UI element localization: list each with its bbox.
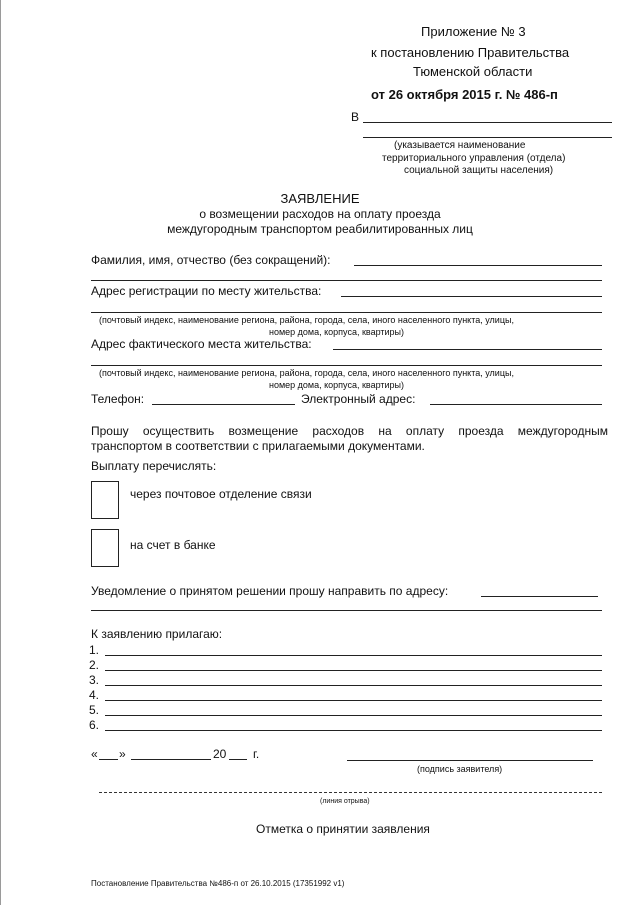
attachments-label: К заявлению прилагаю:	[91, 627, 223, 641]
addressee-line-2[interactable]	[363, 137, 612, 138]
address-hint-2-line-1: (почтовый индекс, наименование региона, района, города, села, иного населенного пункта, улицы,	[99, 368, 514, 378]
payment-bank-label: на счет в банке	[130, 538, 216, 552]
fio-input-line-2[interactable]	[91, 280, 602, 281]
attachment-number: 1.	[89, 643, 100, 657]
addressee-hint-3: социальной защиты населения)	[404, 165, 554, 176]
notification-input-line-2[interactable]	[91, 610, 602, 611]
fio-input-line-1[interactable]	[354, 265, 602, 266]
attachment-number: 4.	[89, 688, 100, 702]
document-subtitle-2: междугородным транспортом реабилитированных лиц	[167, 222, 473, 236]
page-left-edge	[0, 0, 1, 905]
receipt-title: Отметка о принятии заявления	[256, 822, 430, 836]
signature-line[interactable]	[347, 760, 593, 761]
attachment-number: 3.	[89, 673, 100, 687]
actual-address-input-line-1[interactable]	[333, 349, 602, 350]
document-title: ЗАЯВЛЕНИЕ	[280, 191, 360, 206]
appendix-number: Приложение № 3	[421, 24, 526, 39]
attachment-number: 6.	[89, 718, 100, 732]
payment-label: Выплату перечислять:	[91, 459, 217, 473]
date-month-line[interactable]	[131, 759, 211, 760]
request-text-line-2: транспортом в соответствии с прилагаемыми документами.	[91, 439, 425, 453]
date-day-line[interactable]	[99, 759, 118, 760]
reg-address-input-line-2[interactable]	[91, 312, 602, 313]
date-year-prefix: 20	[213, 747, 227, 761]
addressee-hint-2: территориального управления (отдела)	[382, 153, 566, 164]
payment-bank-checkbox[interactable]	[91, 529, 119, 567]
attachment-number: 2.	[89, 658, 100, 672]
attachment-input-line[interactable]	[105, 685, 602, 686]
addressee-hint-1: (указывается наименование	[394, 140, 526, 151]
notification-label: Уведомление о принятом решении прошу направить по адресу:	[91, 584, 449, 598]
attachment-input-line[interactable]	[105, 715, 602, 716]
notification-input-line-1[interactable]	[481, 596, 598, 597]
date-close-quote: »	[119, 747, 126, 761]
document-subtitle-1: о возмещении расходов на оплату проезда	[199, 207, 441, 221]
date-open-quote: «	[91, 747, 98, 761]
attachment-input-line[interactable]	[105, 670, 602, 671]
date-year-suffix: г.	[253, 747, 260, 761]
region-name: Тюменской области	[413, 64, 533, 79]
attachment-input-line[interactable]	[105, 700, 602, 701]
fio-label: Фамилия, имя, отчество (без сокращений):	[91, 253, 331, 267]
addressee-prefix: В	[351, 110, 360, 124]
resolution-reference: к постановлению Правительства	[371, 45, 570, 60]
payment-postal-label: через почтовое отделение связи	[130, 487, 312, 501]
reg-address-label: Адрес регистрации по месту жительства:	[91, 284, 322, 298]
email-label: Электронный адрес:	[301, 392, 416, 406]
payment-postal-checkbox[interactable]	[91, 481, 119, 519]
addressee-line-1[interactable]	[363, 122, 612, 123]
email-input-line[interactable]	[430, 404, 602, 405]
attachment-input-line[interactable]	[105, 730, 602, 731]
phone-label: Телефон:	[91, 392, 145, 406]
address-hint-1-line-2: номер дома, корпуса, квартиры)	[269, 327, 405, 337]
actual-address-input-line-2[interactable]	[91, 365, 602, 366]
actual-address-label: Адрес фактического места жительства:	[91, 337, 312, 351]
phone-input-line[interactable]	[152, 404, 295, 405]
tear-line	[99, 792, 602, 793]
tear-line-caption: (линия отрыва)	[320, 798, 370, 805]
address-hint-1-line-1: (почтовый индекс, наименование региона, района, города, села, иного населенного пункта, улицы,	[99, 315, 514, 325]
attachment-input-line[interactable]	[105, 655, 602, 656]
reg-address-input-line-1[interactable]	[341, 296, 602, 297]
date-year-line[interactable]	[229, 759, 247, 760]
attachment-number: 5.	[89, 703, 100, 717]
signature-caption: (подпись заявителя)	[417, 764, 503, 774]
footer-reference: Постановление Правительства №486-п от 26.10.2015 (17351992 v1)	[91, 879, 345, 888]
resolution-date-number: от 26 октября 2015 г. № 486-п	[371, 87, 558, 102]
address-hint-2-line-2: номер дома, корпуса, квартиры)	[269, 380, 405, 390]
request-text-line-1: Прошу осуществить возмещение расходов на оплату проезда междугородным	[91, 424, 608, 438]
